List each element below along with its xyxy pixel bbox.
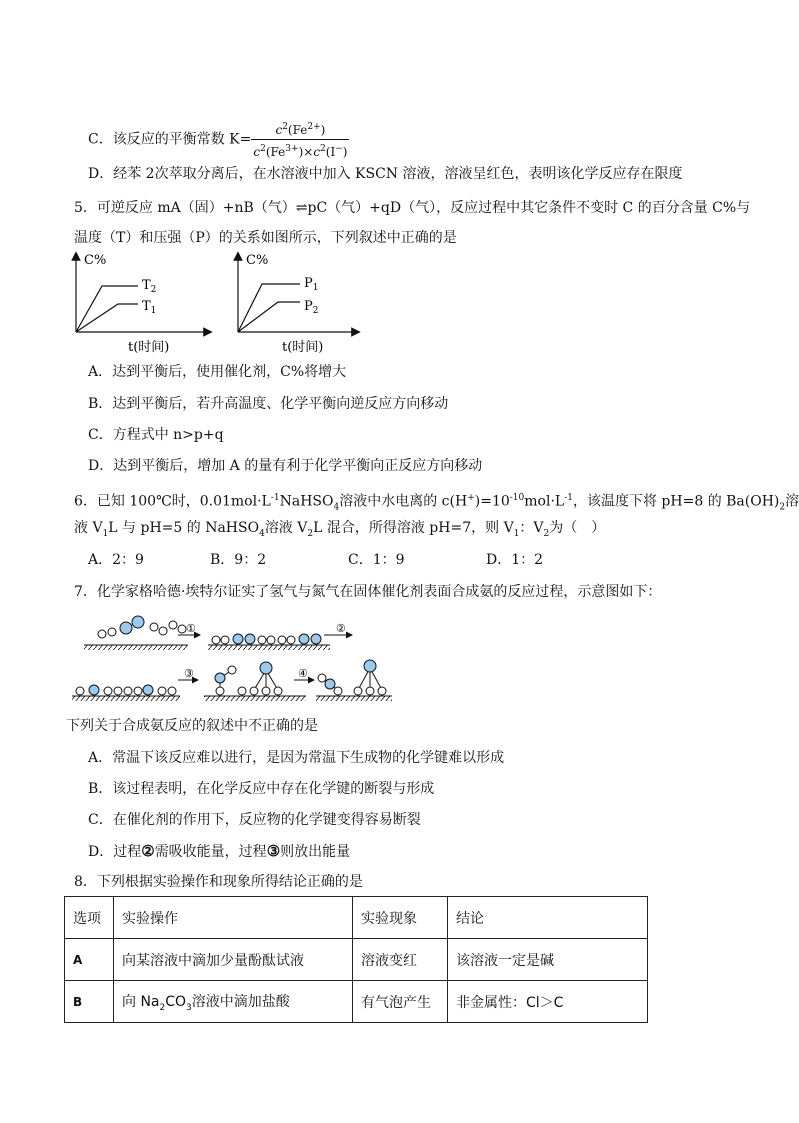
graph2-lower-label: $P_2$ bbox=[304, 299, 319, 316]
graph2-upper-label: $P_1$ bbox=[304, 276, 319, 293]
q5-option-d: D．达到平衡后，增加 A 的量有利于化学平衡向正反应方向移动 bbox=[88, 458, 483, 474]
stage-4-forming bbox=[204, 662, 306, 701]
graph1-xlabel: t(时间) bbox=[128, 340, 170, 355]
graph1-upper-label: $T_2$ bbox=[142, 278, 157, 295]
q6-answer-d: D．1：2 bbox=[486, 552, 544, 568]
stage-3-dissociated bbox=[72, 685, 180, 701]
equilibrium-constant-fraction: $\frac{c^2(Fe^{2+})}{c^2(Fe^{3+})\times c^2(I^-)}$ bbox=[251, 118, 349, 161]
q5-stem-line1: 5．可逆反应 mA（固）+nB（气）⇌pC（气）+qD（气），反应过程中其它条件不变时 C 的百分含量 C%与 bbox=[74, 200, 751, 216]
table-header-row bbox=[65, 897, 648, 939]
row-a-phenomenon: 溶液变红 bbox=[353, 939, 448, 981]
q4-option-c: C．该反应的平衡常数 K= $\frac{c^2(Fe^{2+})}{c^2(Fe^{3+})\times c^2(I^-)}$ bbox=[88, 118, 349, 161]
graph-pressure bbox=[238, 253, 356, 355]
graph1-lower-label: $T_1$ bbox=[142, 299, 157, 316]
stage-5-ammonia bbox=[316, 660, 392, 701]
q7-option-a: A．常温下该反应难以进行，是因为常温下生成物的化学键难以形成 bbox=[88, 750, 505, 766]
header-operation: 实验操作 bbox=[114, 897, 353, 939]
row-b-conclusion: 非金属性：Cl＞C bbox=[448, 981, 648, 1023]
header-conclusion: 结论 bbox=[448, 897, 648, 939]
q6-answer-c: C．1：9 bbox=[348, 552, 405, 568]
q7-option-d: D．过程②需吸收能量，过程③则放出能量 bbox=[88, 842, 351, 860]
q8-stem: 8．下列根据实验操作和现象所得结论正确的是 bbox=[74, 874, 363, 890]
row-a-label: A bbox=[65, 939, 114, 981]
q6-answer-a: A．2：9 bbox=[88, 552, 144, 568]
header-option: 选项 bbox=[65, 897, 114, 939]
q6-stem-line1: 6．已知 100℃时，$0.01mol\cdot L^{-1}NaHSO_4$溶液中水电离的 $c(H^+)=10^{-10}mol\cdot L^{-1}$，该温度下将 pH=8 的 $Ba(OH)_2$溶 bbox=[74, 493, 799, 513]
header-phenomenon: 实验现象 bbox=[353, 897, 448, 939]
q6-answer-b: B．9：2 bbox=[210, 552, 267, 568]
row-a-operation: 向某溶液中滴加少量酚酞试液 bbox=[114, 939, 353, 981]
q4-option-d: D．经苯 2次萃取分离后，在水溶液中加入 KSCN 溶液，溶液呈红色，表明该化学反应存在限度 bbox=[88, 166, 683, 182]
q5-option-b: B．达到平衡后，若升高温度、化学平衡向逆反应方向移动 bbox=[88, 396, 449, 412]
row-b-phenomenon: 有气泡产生 bbox=[353, 981, 448, 1023]
curve-p2 bbox=[238, 302, 300, 332]
row-b-label: B bbox=[65, 981, 114, 1023]
table-row bbox=[65, 981, 648, 1023]
table-row bbox=[65, 939, 648, 981]
q7-reaction-diagram bbox=[70, 612, 410, 708]
graph1-ylabel: C% bbox=[84, 253, 107, 268]
q6-stem-line2: 液 $V_1L$ 与 pH=5 的 NaHSO$_4$溶液 $V_2L$ 混合，所得溶液 pH=7，则 $V_1$：$V_2$为（ ） bbox=[74, 520, 606, 539]
row-a-conclusion: 该溶液一定是碱 bbox=[448, 939, 648, 981]
step-label-1: ① bbox=[186, 622, 196, 635]
q7-option-c: C．在催化剂的作用下，反应物的化学键变得容易断裂 bbox=[88, 812, 421, 828]
stage-1-reactants bbox=[84, 616, 188, 650]
q5-option-a: A．达到平衡后，使用催化剂，C%将增大 bbox=[88, 364, 347, 380]
step-label-2: ② bbox=[336, 622, 346, 635]
q5-option-c: C．方程式中 n>p+q bbox=[88, 427, 224, 443]
step-label-4: ④ bbox=[298, 667, 308, 680]
step-label-3: ③ bbox=[184, 667, 194, 680]
q5-graphs bbox=[60, 250, 360, 360]
experiment-table bbox=[64, 896, 648, 1023]
q7-option-b: B．该过程表明，在化学反应中存在化学键的断裂与形成 bbox=[88, 781, 435, 797]
row-b-operation: 向 $Na_2CO_3$溶液中滴加盐酸 bbox=[114, 981, 353, 1023]
graph2-ylabel: C% bbox=[246, 253, 269, 268]
curve-t1 bbox=[76, 304, 138, 332]
q7-question: 下列关于合成氨反应的叙述中不正确的是 bbox=[66, 718, 318, 734]
q5-stem-line2: 温度（T）和压强（P）的关系如图所示，下列叙述中正确的是 bbox=[74, 230, 457, 246]
graph-temperature bbox=[76, 253, 208, 355]
graph2-xlabel: t(时间) bbox=[282, 340, 324, 355]
q7-stem: 7．化学家格哈德·埃特尔证实了氢气与氮气在固体催化剂表面合成氨的反应过程，示意图如下： bbox=[74, 584, 662, 600]
stage-2-adsorbed bbox=[208, 634, 330, 650]
